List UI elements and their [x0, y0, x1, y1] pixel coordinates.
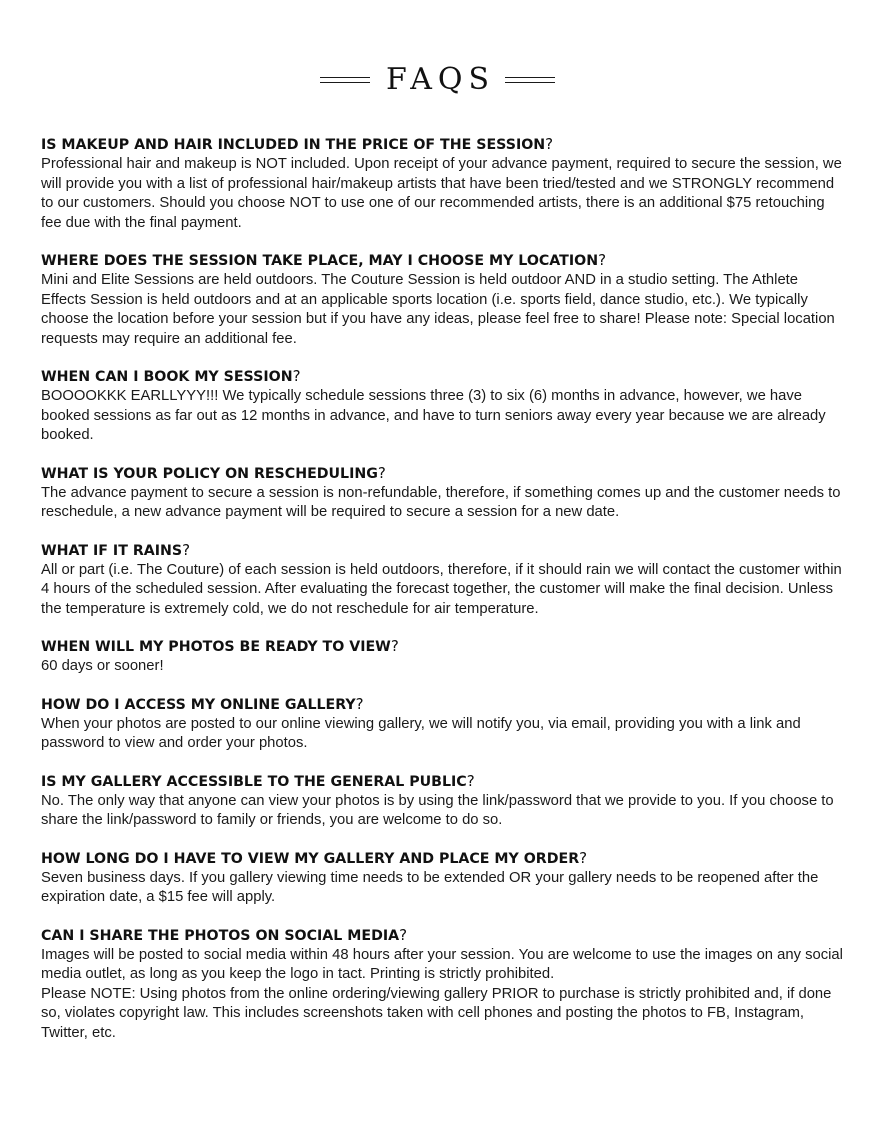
faq-question-text: HOW DO I ACCESS MY ONLINE GALLERY — [41, 696, 356, 713]
faq-question — [41, 366, 846, 387]
faq-question — [41, 134, 846, 155]
faq-question — [41, 636, 846, 657]
faq-answer: BOOOOKKK EARLLYYY!!! We typically schedule sessions three (3) to six (6) months in advance, however, we have booked sessions as far out as 12 months in advance, and have to turn seniors away every year because we are already booked. — [41, 388, 826, 443]
faq-answer: The advance payment to secure a session is non-refundable, therefore, if something comes up and the customer needs to reschedule, a new advance payment will be required to secure a session for a new date. — [41, 484, 841, 520]
page-title: FAQS — [385, 62, 496, 97]
faq-question-text: WHAT IF IT RAINS — [41, 542, 183, 559]
faq-question-text: WHEN CAN I BOOK MY SESSION — [41, 369, 293, 385]
faq-answer: No. The only way that anyone can view your photos is by using the link/password that we provide to you. If you choose to share the link/password to family or friends, you are welcome to do so. — [41, 792, 834, 828]
faq-item — [41, 848, 846, 908]
title-rule-left — [320, 77, 370, 83]
faq-item — [41, 925, 846, 1044]
page-header — [0, 58, 875, 102]
faq-question-text: IS MY GALLERY ACCESSIBLE TO THE GENERAL PUBLIC — [41, 773, 467, 790]
faq-question-text: WHAT IS YOUR POLICY ON RESCHEDULING — [41, 465, 378, 482]
faq-question — [41, 540, 846, 561]
faq-question-text: HOW LONG DO I HAVE TO VIEW MY GALLERY AND PLACE MY ORDER — [41, 850, 580, 867]
faq-question — [41, 463, 846, 484]
faq-question-mark: ? — [292, 367, 301, 385]
faq-item — [41, 771, 846, 831]
faq-question-mark: ? — [355, 694, 364, 713]
faq-question-mark: ? — [390, 637, 399, 655]
faq-question-mark: ? — [399, 925, 408, 944]
faq-answer: Images will be posted to social media within 48 hours after your session. You are welcome to use the images on any social media outlet, as long as you keep the logo in tact. Printing is strictly prohibited. — [41, 946, 843, 982]
faq-answer: Please NOTE: Using photos from the online ordering/viewing gallery PRIOR to purchase is strictly prohibited and, if done so, violates copyright law. This includes screenshots taken with cell phones and posting the photos to FB, Instagram, Twitter, etc. — [41, 985, 832, 1041]
faq-item — [41, 540, 846, 620]
faq-question-mark: ? — [579, 848, 588, 867]
faq-question-text: IS MAKEUP AND HAIR INCLUDED IN THE PRICE OF THE SESSION — [41, 137, 546, 153]
faq-answer: Mini and Elite Sessions are held outdoors. The Couture Session is held outdoor AND in a studio setting. The Athlete Effects Session is held outdoors and at an applicable sports location (i.e. sports field, dance studio, etc.). We typically choose the location before your session but if you have any ideas, please feel free to share! Please note: Special location requests may require an additional fee. — [41, 272, 835, 347]
faq-item — [41, 694, 846, 754]
faq-list — [41, 134, 846, 1060]
faq-item — [41, 366, 846, 446]
faq-answer: Seven business days. If you gallery viewing time needs to be extended OR your gallery needs to be reopened after the expiration date, a $15 fee will apply. — [41, 869, 819, 905]
faq-item — [41, 250, 846, 349]
faq-item — [41, 636, 846, 677]
faq-question-text: WHEN WILL MY PHOTOS BE READY TO VIEW — [41, 639, 391, 655]
faq-question-text: WHERE DOES THE SESSION TAKE PLACE, MAY I CHOOSE MY LOCATION — [41, 253, 599, 269]
faq-question-text: CAN I SHARE THE PHOTOS ON SOCIAL MEDIA — [41, 927, 400, 944]
faq-question — [41, 694, 846, 715]
faq-question — [41, 250, 846, 271]
faq-question-mark: ? — [182, 540, 191, 559]
faq-item — [41, 134, 846, 233]
title-rule-right — [505, 77, 555, 83]
faq-question-mark: ? — [598, 251, 607, 269]
faq-question-mark: ? — [377, 463, 386, 482]
faq-question — [41, 925, 846, 946]
faq-question — [41, 848, 846, 869]
faq-answer: 60 days or sooner! — [41, 658, 164, 674]
faq-question-mark: ? — [545, 135, 554, 153]
faq-answer: All or part (i.e. The Couture) of each session is held outdoors, therefore, if it should rain we will contact the customer within 4 hours of the scheduled session. After evaluating the forecast together, the customer will make the final decision. Unless the temperature is extremely cold, we do not reschedule for air temperature. — [41, 561, 842, 617]
faq-question-mark: ? — [466, 771, 475, 790]
faq-answer: Professional hair and makeup is NOT included. Upon receipt of your advance payment, required to secure the session, we will provide you with a list of professional hair/makeup artists that have been tried/tested and we STRONGLY recommend to our customers. Should you choose NOT to use one of our recommended artists, there is an additional $75 retouching fee due with the final payment. — [41, 156, 842, 231]
faq-question — [41, 771, 846, 792]
faq-answer: When your photos are posted to our online viewing gallery, we will notify you, via email, providing you with a link and password to view and order your photos. — [41, 715, 801, 751]
faq-item — [41, 463, 846, 523]
